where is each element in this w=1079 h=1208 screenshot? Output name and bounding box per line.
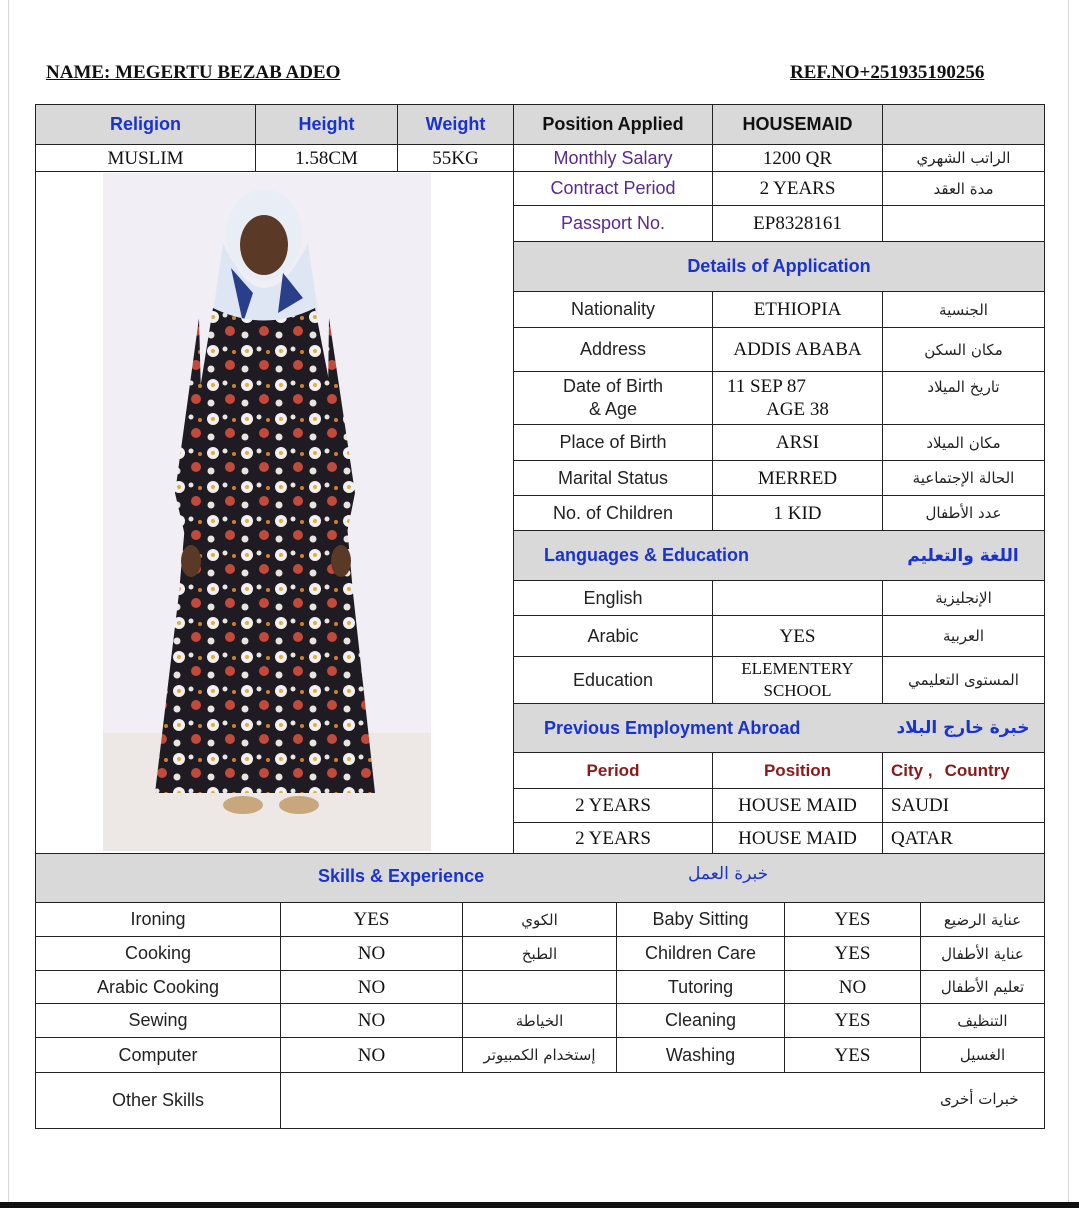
skill-childcare-value: YES [784,936,921,971]
page-edge [1068,0,1069,1208]
skill-ironing-ar: الكوي [462,902,617,937]
contract-label: Contract Period [513,171,713,206]
bottom-border [0,1202,1079,1208]
skill-cleaning-value: YES [784,1003,921,1038]
skill-sewing-value: NO [280,1003,463,1038]
skill-computer-label: Computer [35,1037,281,1073]
arabic-label-ar: العربية [882,615,1045,657]
skill-cooking-label: Cooking [35,936,281,971]
dob-age: AGE 38 [766,399,829,420]
birthplace-value: ARSI [712,424,883,461]
skills-section-title-ar: خبرة العمل [688,864,769,884]
prev-row-period: 2 YEARS [513,788,713,823]
prev-row-country: QATAR [882,822,1045,854]
prev-country-header: Country [944,760,1010,780]
contract-value: 2 YEARS [712,171,883,206]
other-skills-label: Other Skills [35,1072,281,1129]
religion-label: Religion [35,104,256,145]
skills-section-title: Skills & Experience [318,866,485,886]
birthplace-label: Place of Birth [513,424,713,461]
skill-tutoring-value: NO [784,970,921,1004]
position-applied-label: Position Applied [513,104,713,145]
dob-date: 11 SEP 87 [727,376,806,397]
prev-city-header: City , [891,760,933,780]
marital-status-value: MERRED [712,460,883,496]
skill-sewing-label: Sewing [35,1003,281,1038]
birthplace-label-ar: مكان الميلاد [882,424,1045,461]
contract-label-ar: مدة العقد [882,171,1045,206]
passport-value: EP8328161 [712,205,883,242]
dob-value [712,371,883,425]
skill-tutoring-label: Tutoring [616,970,785,1004]
education-value-line1: ELEMENTERY [741,659,854,678]
skill-cleaning-ar: التنظيف [920,1003,1045,1038]
prev-row-position: HOUSE MAID [712,822,883,854]
skill-ironing-value: YES [280,902,463,937]
salary-label: Monthly Salary [513,144,713,172]
candidate-photo [103,173,431,851]
children-value: 1 KID [712,495,883,531]
skill-childcare-label: Children Care [616,936,785,971]
weight-label: Weight [397,104,514,145]
english-label-ar: الإنجليزية [882,580,1045,616]
skill-arabic-cooking-ar [462,970,617,1004]
education-value [712,656,883,704]
religion-value: MUSLIM [35,144,256,172]
english-value [712,580,883,616]
address-value: ADDIS ABABA [712,327,883,372]
skill-washing-value: YES [784,1037,921,1073]
arabic-value: YES [712,615,883,657]
address-label-ar: مكان السكن [882,327,1045,372]
skill-cooking-ar: الطبخ [462,936,617,971]
dob-label-line1: Date of Birth [562,376,664,396]
skill-computer-ar: إستخدام الكمبيوتر [462,1037,617,1073]
english-label: English [513,580,713,616]
skill-babysitting-ar: عناية الرضيع [920,902,1045,937]
passport-blank-cell [882,205,1045,242]
weight-value: 55KG [397,144,514,172]
skill-babysitting-label: Baby Sitting [616,902,785,937]
skill-childcare-ar: عناية الأطفال [920,936,1045,971]
skill-washing-label: Washing [616,1037,785,1073]
skill-arabic-cooking-value: NO [280,970,463,1004]
height-value: 1.58CM [255,144,398,172]
skill-sewing-ar: الخياطة [462,1003,617,1038]
prev-row-country: SAUDI [882,788,1045,823]
children-label-ar: عدد الأطفال [882,495,1045,531]
page-edge [8,0,9,1208]
height-label: Height [255,104,398,145]
reference-number: REF.NO+251935190256 [790,62,985,83]
skill-washing-ar: الغسيل [920,1037,1045,1073]
languages-section-title-ar: اللغة والتعليم [882,530,1045,581]
position-applied-value: HOUSEMAID [712,104,883,145]
prev-row-position: HOUSE MAID [712,788,883,823]
education-label: Education [513,656,713,704]
skill-tutoring-ar: تعليم الأطفال [920,970,1045,1004]
prev-location-header [882,752,1045,789]
languages-section-title: Languages & Education [513,530,883,581]
header-blank-cell [882,104,1045,145]
nationality-label-ar: الجنسية [882,291,1045,328]
education-value-line2: SCHOOL [763,681,832,700]
dob-label-line2: & Age [588,399,638,419]
marital-status-label-ar: الحالة الإجتماعية [882,460,1045,496]
education-label-ar: المستوى التعليمي [882,656,1045,704]
prev-position-header: Position [712,752,883,789]
candidate-name: NAME: MEGERTU BEZAB ADEO [46,62,341,83]
other-skills-cell [280,1072,1045,1129]
passport-label: Passport No. [513,205,713,242]
address-label: Address [513,327,713,372]
skills-header-bar [35,853,1045,903]
skill-arabic-cooking-label: Arabic Cooking [35,970,281,1004]
prev-period-header: Period [513,752,713,789]
nationality-value: ETHIOPIA [712,291,883,328]
skill-babysitting-value: YES [784,902,921,937]
skill-computer-value: NO [280,1037,463,1073]
skill-cooking-value: NO [280,936,463,971]
nationality-label: Nationality [513,291,713,328]
salary-label-ar: الراتب الشهري [882,144,1045,172]
marital-status-label: Marital Status [513,460,713,496]
salary-value: 1200 QR [712,144,883,172]
children-label: No. of Children [513,495,713,531]
prev-row-period: 2 YEARS [513,822,713,854]
dob-label-ar: تاريخ الميلاد [882,371,1045,425]
skill-cleaning-label: Cleaning [616,1003,785,1038]
prev-employment-title: Previous Employment Abroad [513,703,883,753]
dob-label [513,371,713,425]
prev-employment-title-ar: خبرة خارج البلاد [882,703,1045,753]
other-skills-ar: خبرات أخرى [940,1090,1019,1108]
arabic-label: Arabic [513,615,713,657]
skill-ironing-label: Ironing [35,902,281,937]
details-section-title: Details of Application [513,241,1045,292]
